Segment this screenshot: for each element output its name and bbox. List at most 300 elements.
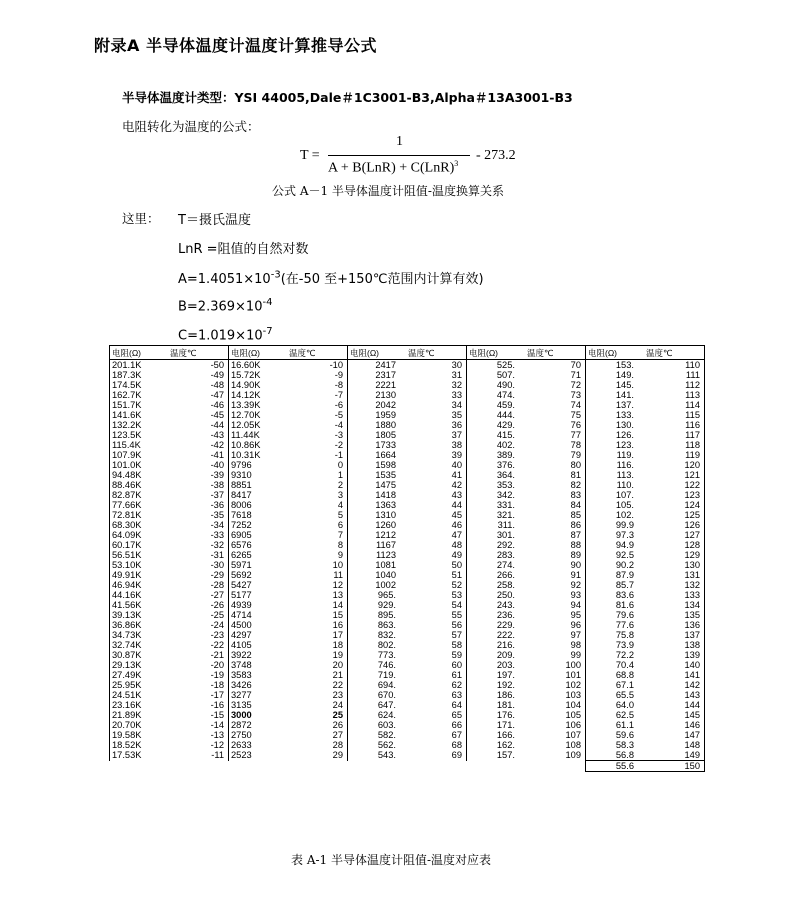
temperature-cell: 122: [644, 480, 705, 490]
resistance-cell: 27.49K: [110, 670, 169, 680]
temperature-cell: 59: [406, 650, 467, 660]
resistance-cell: 56.8: [586, 750, 645, 761]
resistance-cell: 15.72K: [229, 370, 288, 380]
resistance-cell: 83.6: [586, 590, 645, 600]
where-label: 这里：: [122, 211, 160, 226]
temperature-cell: 28: [287, 740, 348, 750]
resistance-cell: 1040: [348, 570, 407, 580]
temperature-cell: 66: [406, 720, 467, 730]
resistance-cell: 624.: [348, 710, 407, 720]
temperature-cell: 104: [525, 700, 586, 710]
resistance-cell: 2042: [348, 400, 407, 410]
header-resistance: 电阻(Ω): [586, 346, 645, 360]
temperature-cell: 135: [644, 610, 705, 620]
temperature-cell: 77: [525, 430, 586, 440]
temperature-cell: 88: [525, 540, 586, 550]
resistance-cell: 331.: [467, 500, 526, 510]
resistance-cell: 110.: [586, 480, 645, 490]
temperature-cell: 149: [644, 750, 705, 761]
resistance-cell: 1664: [348, 450, 407, 460]
temperature-cell: 102: [525, 680, 586, 690]
header-resistance: 电阻(Ω): [467, 346, 526, 360]
temperature-cell: -9: [287, 370, 348, 380]
temperature-cell: 70: [525, 360, 586, 371]
temperature-cell: 79: [525, 450, 586, 460]
resistance-cell: 274.: [467, 560, 526, 570]
resistance-cell: 64.09K: [110, 530, 169, 540]
temperature-cell: 17: [287, 630, 348, 640]
resistance-cell: 6576: [229, 540, 288, 550]
table-row: [110, 660, 705, 670]
temperature-cell: 56: [406, 620, 467, 630]
resistance-cell: 162.7K: [110, 390, 169, 400]
header-resistance: 电阻(Ω): [348, 346, 407, 360]
resistance-cell: 1598: [348, 460, 407, 470]
temperature-cell: 31: [406, 370, 467, 380]
temperature-cell: 0: [287, 460, 348, 470]
temperature-cell: 8: [287, 540, 348, 550]
resistance-cell: 4714: [229, 610, 288, 620]
temperature-cell: -26: [168, 600, 229, 610]
temperature-cell: 52: [406, 580, 467, 590]
temperature-cell: -46: [168, 400, 229, 410]
resistance-cell: 4500: [229, 620, 288, 630]
resistance-cell: 36.86K: [110, 620, 169, 630]
resistance-cell: 16.60K: [229, 360, 288, 371]
table-row: [110, 620, 705, 630]
temperature-cell: 92: [525, 580, 586, 590]
resistance-cell: 14.12K: [229, 390, 288, 400]
temperature-cell: 85: [525, 510, 586, 520]
temperature-cell: 39: [406, 450, 467, 460]
temperature-cell: 5: [287, 510, 348, 520]
resistance-cell: 94.9: [586, 540, 645, 550]
temperature-cell: 10: [287, 560, 348, 570]
resistance-cell: 1959: [348, 410, 407, 420]
resistance-cell: 4297: [229, 630, 288, 640]
resistance-cell: 1880: [348, 420, 407, 430]
resistance-cell: 10.31K: [229, 450, 288, 460]
resistance-cell: 181.: [467, 700, 526, 710]
resistance-cell: 746.: [348, 660, 407, 670]
table-row: [110, 730, 705, 740]
resistance-cell: 30.87K: [110, 650, 169, 660]
temperature-cell: 15: [287, 610, 348, 620]
temperature-cell: 34: [406, 400, 467, 410]
temperature-cell: 48: [406, 540, 467, 550]
header-temperature: 温度℃: [644, 346, 705, 360]
temperature-cell: 53: [406, 590, 467, 600]
resistance-temperature-table: [109, 345, 705, 772]
temperature-cell: 61: [406, 670, 467, 680]
temperature-cell: 35: [406, 410, 467, 420]
temperature-cell: 14: [287, 600, 348, 610]
resistance-cell: 67.1: [586, 680, 645, 690]
definition-b: [178, 297, 272, 314]
resistance-cell: 56.51K: [110, 550, 169, 560]
temperature-cell: -10: [287, 360, 348, 371]
temperature-cell: 137: [644, 630, 705, 640]
resistance-cell: 141.: [586, 390, 645, 400]
temperature-cell: 133: [644, 590, 705, 600]
resistance-cell: 145.: [586, 380, 645, 390]
table-row: [110, 530, 705, 540]
resistance-cell: 58.3: [586, 740, 645, 750]
definition-lnr: LnR =阻值的自然对数: [178, 242, 309, 257]
resistance-cell: 97.3: [586, 530, 645, 540]
temperature-cell: -48: [168, 380, 229, 390]
temperature-cell: 63: [406, 690, 467, 700]
resistance-cell: 229.: [467, 620, 526, 630]
temperature-cell: 146: [644, 720, 705, 730]
temperature-cell: 115: [644, 410, 705, 420]
table-row: [110, 470, 705, 480]
resistance-cell: 61.1: [586, 720, 645, 730]
temperature-cell: -23: [168, 630, 229, 640]
temperature-cell: 144: [644, 700, 705, 710]
resistance-cell: 119.: [586, 450, 645, 460]
resistance-cell: 75.8: [586, 630, 645, 640]
resistance-cell: 2221: [348, 380, 407, 390]
resistance-cell: 99.9: [586, 520, 645, 530]
resistance-cell: 20.70K: [110, 720, 169, 730]
resistance-cell: 1535: [348, 470, 407, 480]
temperature-cell: 6: [287, 520, 348, 530]
resistance-cell: 68.8: [586, 670, 645, 680]
resistance-cell: 3748: [229, 660, 288, 670]
resistance-cell: 6905: [229, 530, 288, 540]
resistance-cell: 236.: [467, 610, 526, 620]
temperature-cell: 139: [644, 650, 705, 660]
resistance-cell: 3135: [229, 700, 288, 710]
resistance-cell: 132.2K: [110, 420, 169, 430]
resistance-cell: 965.: [348, 590, 407, 600]
temperature-cell: 86: [525, 520, 586, 530]
temperature-cell: 71: [525, 370, 586, 380]
resistance-cell: 137.: [586, 400, 645, 410]
temperature-cell: 67: [406, 730, 467, 740]
resistance-cell: 187.3K: [110, 370, 169, 380]
temperature-cell: -35: [168, 510, 229, 520]
table-row: [110, 360, 705, 371]
resistance-cell: 719.: [348, 670, 407, 680]
resistance-cell: 2317: [348, 370, 407, 380]
table-header-row: [110, 346, 705, 360]
temperature-cell: 32: [406, 380, 467, 390]
resistance-cell: 157.: [467, 750, 526, 761]
denominator-text: A + B(LnR) + C(LnR): [328, 160, 455, 176]
resistance-cell: 82.87K: [110, 490, 169, 500]
resistance-cell: 1212: [348, 530, 407, 540]
temperature-cell: 18: [287, 640, 348, 650]
resistance-cell: 7618: [229, 510, 288, 520]
temperature-cell: 24: [287, 700, 348, 710]
temperature-cell: 11: [287, 570, 348, 580]
resistance-cell: 41.56K: [110, 600, 169, 610]
formula-intro: 电阻转化为温度的公式：: [122, 119, 260, 134]
temperature-cell: 19: [287, 650, 348, 660]
temperature-cell: 12: [287, 580, 348, 590]
resistance-cell: 603.: [348, 720, 407, 730]
resistance-cell: 647.: [348, 700, 407, 710]
table-row: [110, 580, 705, 590]
table-row: [110, 450, 705, 460]
resistance-cell: 1418: [348, 490, 407, 500]
definition-b-base: B=2.369×10: [178, 299, 263, 315]
temperature-cell: -38: [168, 480, 229, 490]
temperature-cell: -17: [168, 690, 229, 700]
temperature-cell: 83: [525, 490, 586, 500]
table-row: [110, 490, 705, 500]
resistance-cell: 141.6K: [110, 410, 169, 420]
resistance-cell: 895.: [348, 610, 407, 620]
table-row: [110, 370, 705, 380]
resistance-cell: 77.6: [586, 620, 645, 630]
resistance-cell: 929.: [348, 600, 407, 610]
temperature-cell: 38: [406, 440, 467, 450]
resistance-cell: 46.94K: [110, 580, 169, 590]
resistance-cell: 459.: [467, 400, 526, 410]
table-row: [110, 540, 705, 550]
resistance-cell: 694.: [348, 680, 407, 690]
temperature-cell: 30: [406, 360, 467, 371]
resistance-cell: 2633: [229, 740, 288, 750]
resistance-cell: 133.: [586, 410, 645, 420]
resistance-cell: 8006: [229, 500, 288, 510]
resistance-cell: 149.: [586, 370, 645, 380]
resistance-cell: 107.9K: [110, 450, 169, 460]
temperature-cell: -21: [168, 650, 229, 660]
resistance-cell: 243.: [467, 600, 526, 610]
header-temperature: 温度℃: [287, 346, 348, 360]
resistance-cell: 171.: [467, 720, 526, 730]
temperature-cell: 117: [644, 430, 705, 440]
resistance-cell: 507.: [467, 370, 526, 380]
temperature-cell: -40: [168, 460, 229, 470]
temperature-cell: 124: [644, 500, 705, 510]
temperature-cell: 128: [644, 540, 705, 550]
temperature-cell: 43: [406, 490, 467, 500]
resistance-cell: 151.7K: [110, 400, 169, 410]
temperature-cell: 40: [406, 460, 467, 470]
resistance-cell: 832.: [348, 630, 407, 640]
temperature-cell: -31: [168, 550, 229, 560]
resistance-cell: 105.: [586, 500, 645, 510]
table-row: [110, 560, 705, 570]
resistance-cell: 17.53K: [110, 750, 169, 761]
resistance-cell: 101.0K: [110, 460, 169, 470]
resistance-cell: 201.1K: [110, 360, 169, 371]
temperature-cell: 119: [644, 450, 705, 460]
resistance-cell: 88.46K: [110, 480, 169, 490]
temperature-cell: 4: [287, 500, 348, 510]
table-row: [110, 440, 705, 450]
resistance-cell: 773.: [348, 650, 407, 660]
resistance-cell: 130.: [586, 420, 645, 430]
temperature-cell: -18: [168, 680, 229, 690]
resistance-cell: 203.: [467, 660, 526, 670]
temperature-cell: 44: [406, 500, 467, 510]
temperature-cell: 132: [644, 580, 705, 590]
formula-denominator: [328, 159, 458, 177]
resistance-cell: 1167: [348, 540, 407, 550]
resistance-cell: 292.: [467, 540, 526, 550]
resistance-cell: 77.66K: [110, 500, 169, 510]
resistance-cell: 162.: [467, 740, 526, 750]
temperature-cell: -43: [168, 430, 229, 440]
header-temperature: 温度℃: [406, 346, 467, 360]
resistance-cell: 81.6: [586, 600, 645, 610]
temperature-cell: 120: [644, 460, 705, 470]
temperature-cell: 33: [406, 390, 467, 400]
resistance-cell: 1475: [348, 480, 407, 490]
temperature-cell: 46: [406, 520, 467, 530]
resistance-cell: 186.: [467, 690, 526, 700]
temperature-cell: 49: [406, 550, 467, 560]
table-row-extra: [110, 761, 705, 772]
resistance-cell: 389.: [467, 450, 526, 460]
temperature-cell: 42: [406, 480, 467, 490]
temperature-cell: 125: [644, 510, 705, 520]
resistance-cell: 1363: [348, 500, 407, 510]
temperature-cell: 103: [525, 690, 586, 700]
temperature-cell: -25: [168, 610, 229, 620]
table-row: [110, 710, 705, 720]
resistance-cell: 2523: [229, 750, 288, 761]
temperature-cell: -24: [168, 620, 229, 630]
table-row: [110, 430, 705, 440]
temperature-cell: -47: [168, 390, 229, 400]
table-row: [110, 400, 705, 410]
header-resistance: 电阻(Ω): [110, 346, 169, 360]
resistance-cell: 176.: [467, 710, 526, 720]
temperature-cell: 126: [644, 520, 705, 530]
temperature-cell: 150: [644, 761, 705, 772]
temperature-cell: 141: [644, 670, 705, 680]
resistance-cell: 59.6: [586, 730, 645, 740]
temperature-cell: -5: [287, 410, 348, 420]
resistance-cell: 85.7: [586, 580, 645, 590]
table-row: [110, 510, 705, 520]
temperature-cell: 123: [644, 490, 705, 500]
definition-t: T＝摄氏温度: [178, 213, 251, 228]
resistance-cell: 1123: [348, 550, 407, 560]
temperature-cell: 136: [644, 620, 705, 630]
resistance-cell: 5971: [229, 560, 288, 570]
temperature-cell: 73: [525, 390, 586, 400]
resistance-cell: 113.: [586, 470, 645, 480]
temperature-cell: 36: [406, 420, 467, 430]
table-row: [110, 650, 705, 660]
temperature-cell: 106: [525, 720, 586, 730]
temperature-cell: -29: [168, 570, 229, 580]
resistance-cell: 68.30K: [110, 520, 169, 530]
temperature-cell: -16: [168, 700, 229, 710]
formula: [300, 134, 560, 178]
temperature-cell: 105: [525, 710, 586, 720]
temperature-cell: 1: [287, 470, 348, 480]
temperature-cell: 47: [406, 530, 467, 540]
table-row: [110, 750, 705, 761]
temperature-cell: 60: [406, 660, 467, 670]
temperature-cell: 81: [525, 470, 586, 480]
temperature-cell: 114: [644, 400, 705, 410]
temperature-cell: 64: [406, 700, 467, 710]
resistance-cell: 1002: [348, 580, 407, 590]
resistance-cell: 115.4K: [110, 440, 169, 450]
temperature-cell: -20: [168, 660, 229, 670]
definition-c-base: C=1.019×10: [178, 328, 263, 344]
resistance-cell: 9310: [229, 470, 288, 480]
temperature-cell: -44: [168, 420, 229, 430]
resistance-cell: 402.: [467, 440, 526, 450]
table-row: [110, 420, 705, 430]
resistance-cell: 863.: [348, 620, 407, 630]
definition-c-exponent: -7: [262, 326, 273, 337]
temperature-cell: 131: [644, 570, 705, 580]
resistance-cell: 525.: [467, 360, 526, 371]
resistance-cell: 8851: [229, 480, 288, 490]
temperature-cell: -11: [168, 750, 229, 761]
table-row: [110, 690, 705, 700]
resistance-cell: 1733: [348, 440, 407, 450]
definition-a-note: (在-50 至+150℃范围内计算有效): [280, 272, 484, 287]
resistance-cell: 7252: [229, 520, 288, 530]
temperature-cell: 54: [406, 600, 467, 610]
temperature-cell: 138: [644, 640, 705, 650]
resistance-cell: 444.: [467, 410, 526, 420]
formula-numerator: 1: [396, 134, 403, 149]
temperature-cell: 58: [406, 640, 467, 650]
formula-lhs: T =: [300, 148, 320, 163]
resistance-cell: 582.: [348, 730, 407, 740]
temperature-cell: 90: [525, 560, 586, 570]
temperature-cell: 74: [525, 400, 586, 410]
temperature-cell: -14: [168, 720, 229, 730]
header-resistance: 电阻(Ω): [229, 346, 288, 360]
resistance-cell: 283.: [467, 550, 526, 560]
table-row: [110, 390, 705, 400]
temperature-cell: -19: [168, 670, 229, 680]
resistance-cell: 60.17K: [110, 540, 169, 550]
temperature-cell: -33: [168, 530, 229, 540]
resistance-cell: 12.05K: [229, 420, 288, 430]
resistance-cell: 353.: [467, 480, 526, 490]
temperature-cell: -36: [168, 500, 229, 510]
fraction-bar: [328, 155, 470, 156]
resistance-cell: 73.9: [586, 640, 645, 650]
temperature-cell: 101: [525, 670, 586, 680]
temperature-cell: 87: [525, 530, 586, 540]
resistance-cell: 3583: [229, 670, 288, 680]
temperature-cell: 3: [287, 490, 348, 500]
resistance-cell: 3277: [229, 690, 288, 700]
temperature-cell: 80: [525, 460, 586, 470]
temperature-cell: 134: [644, 600, 705, 610]
temperature-cell: -30: [168, 560, 229, 570]
temperature-cell: -27: [168, 590, 229, 600]
temperature-cell: 96: [525, 620, 586, 630]
resistance-cell: 1310: [348, 510, 407, 520]
temperature-cell: 100: [525, 660, 586, 670]
resistance-cell: 222.: [467, 630, 526, 640]
resistance-cell: 14.90K: [229, 380, 288, 390]
definition-c: [178, 326, 273, 343]
temperature-cell: -8: [287, 380, 348, 390]
resistance-cell: 174.5K: [110, 380, 169, 390]
resistance-cell: 72.81K: [110, 510, 169, 520]
resistance-cell: 49.91K: [110, 570, 169, 580]
